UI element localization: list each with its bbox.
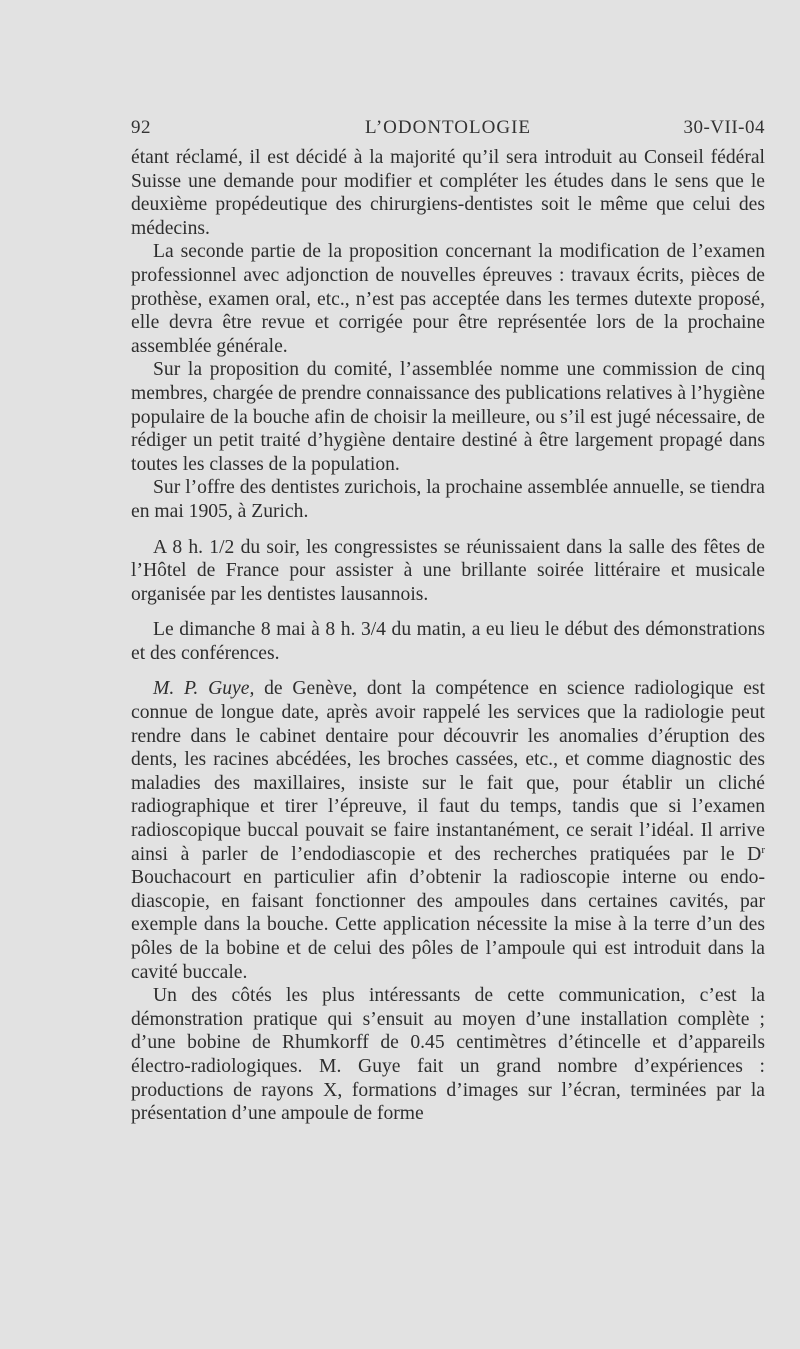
running-title: L’ODONTOLOGIE	[364, 117, 532, 138]
paragraph-1: étant réclamé, il est décidé à la majorité qu’il sera introduit au Conseil fédéral Suisse une demande pour modifier et compléter les études dans le sens que le deuxième propédeutique des chirurgiens-dentistes soit le même que celui des médecins.	[131, 147, 765, 239]
paragraph-8: Un des côtés les plus intéressants de cette communication, c’est la démonstration pratique qui s’ensuit au moyen d’une installation complète ; d’une bobine de Rhumkorff de 0.45 centimètres d’étincelle et d’appareils électro-radiologiques. M. Guye fait un grand nombre d’expériences : productions de rayons X, formations d’images sur l’écran, terminées par la présentation d’une ampoule de forme	[131, 985, 765, 1125]
speaker-name: M. P. Guye,	[153, 678, 255, 700]
running-header	[131, 117, 765, 141]
paragraph-3: Sur la proposition du comité, l’assemblée nomme une commission de cinq membres, chargée de prendre connaissance des publications relatives à l’hygiène populaire de la bouche afin de choisir la meilleure, ou s’il est jugé nécessaire, de rédiger un petit traité d’hygiène dentaire destiné à être largement propagé dans toutes les classes de la population.	[131, 359, 766, 475]
page-number: 92	[131, 117, 151, 138]
paragraph-5: A 8 h. 1/2 du soir, les congressistes se réunissaient dans la salle des fêtes de l’Hôtel de France pour assister à une brillante soirée littéraire et musicale organisée par les dentistes lausannois.	[131, 536, 765, 605]
paragraph-2: La seconde partie de la proposition concernant la modification de l’examen professionnel avec adjonction de nouvelles épreuves : travaux écrits, pièces de prothèse, examen oral, etc., n’est pas acceptée dans les termes dutexte proposé, elle devra être revue et corrigée pour être représentée lors de la prochaine assemblée générale.	[131, 241, 765, 357]
issue-date: 30-VII-04	[683, 117, 765, 138]
paragraph-7-part-a: de Genève, dont la compétence en science radiologique est connue de longue date, après avoir rappelé les services que la radiologie peut rendre dans le cabinet dentaire pour découvrir les anomalies d’éruption des dents, les racines abcédées, les broches cassées, etc., et comme diagnostic des maladies des maxillaires, insiste sur le fait que, pour établir un cliché radiographique et tirer l’épreuve, il faut du temps, tandis que si l’examen radioscopique buccal pouvait se faire instantanément, ce serait l’idéal. Il arrive ainsi à parler de l’endodiascopie et des recherches pratiquées par le D	[131, 678, 765, 865]
paragraph-7-part-b: Bouchacourt en particulier afin d’obtenir la radioscopie interne ou endo-diascopie, en faisant fonctionner des ampoules dans certaines cavités, par exemple dans la bouche. Cette application nécessite la mise à la terre d’un des pôles de la bobine et de celui des pôles de l’ampoule qui est introduit dans la cavité buccale.	[131, 867, 765, 983]
doctor-superscript: r	[761, 843, 765, 856]
paragraph-7	[131, 677, 765, 984]
paragraph-4: Sur l’offre des dentistes zurichois, la prochaine assemblée annuelle, se tiendra en mai 1905, à Zurich.	[131, 477, 765, 522]
paragraph-6: Le dimanche 8 mai à 8 h. 3/4 du matin, a eu lieu le début des démonstrations et des conférences.	[131, 619, 765, 664]
page-body	[131, 146, 765, 1126]
